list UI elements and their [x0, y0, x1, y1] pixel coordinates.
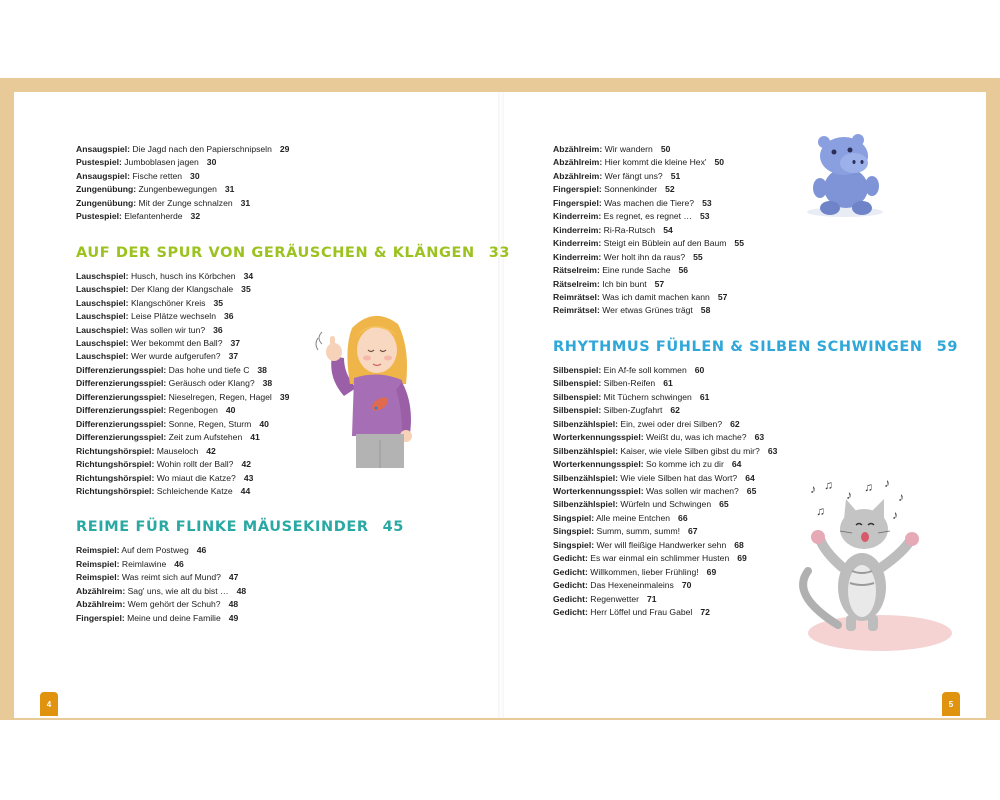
entry-title: Wem gehört der Schuh? — [127, 599, 221, 610]
entry-title: Was sollen wir tun? — [130, 324, 206, 335]
entry-page: 36 — [223, 311, 234, 322]
toc-entry — [76, 283, 476, 296]
entry-kind: Differenzierungsspiel: — [76, 378, 167, 389]
entry-page: 68 — [734, 539, 744, 550]
entry-title: Hier kommt die kleine Hex' — [604, 157, 707, 168]
entry-page: 30 — [190, 170, 200, 181]
entry-kind: Differenzierungsspiel: — [76, 364, 167, 375]
entry-page: 34 — [243, 270, 254, 281]
toc-entry — [553, 183, 953, 196]
entry-kind: Abzählreim: — [76, 599, 126, 610]
toc-entry — [553, 170, 953, 183]
entry-title: Was machen die Tiere? — [604, 197, 695, 208]
entry-page: 64 — [731, 459, 742, 470]
entry-kind: Silbenzählspiel: — [553, 418, 618, 429]
toc-entry — [553, 291, 953, 304]
entry-kind: Rätselreim: — [553, 265, 600, 276]
section-title: REIME FÜR FLINKE MÄUSEKINDER — [76, 519, 369, 536]
entry-page: 63 — [767, 445, 778, 456]
toc-entry — [553, 431, 953, 444]
entry-page: 50 — [660, 144, 671, 154]
toc-entry — [553, 264, 953, 277]
entry-title: Auf dem Postweg — [121, 545, 189, 556]
entry-page: 35 — [241, 284, 251, 295]
entry-title: Ein Af-fe soll kommen — [603, 364, 687, 375]
entry-page: 64 — [745, 472, 755, 483]
entry-page: 62 — [670, 405, 680, 416]
entry-page: 58 — [700, 305, 711, 316]
entry-title: Es war einmal ein schlimmer Husten — [590, 553, 730, 564]
entry-title: Klangschöner Kreis — [130, 297, 206, 308]
entry-kind: Richtungshörspiel: — [76, 485, 155, 496]
entry-kind: Richtungshörspiel: — [76, 445, 155, 456]
entry-kind: Reimspiel: — [76, 572, 120, 583]
entry-kind: Reimspiel: — [76, 558, 120, 569]
entry-title: Eine runde Sache — [602, 265, 671, 276]
toc-entry — [76, 183, 476, 196]
svg-text:♫: ♫ — [824, 478, 833, 492]
entry-page: 37 — [228, 351, 239, 362]
entry-title: Herr Löffel und Frau Gabel — [590, 607, 693, 618]
entry-kind: Richtungshörspiel: — [76, 459, 155, 470]
svg-text:♪: ♪ — [810, 482, 816, 496]
toc-entry — [76, 472, 476, 485]
entry-title: Sag' uns, wie alt du bist … — [127, 585, 229, 596]
entry-kind: Differenzierungsspiel: — [76, 391, 167, 402]
entry-page: 62 — [730, 418, 740, 429]
entry-title: Das hohe und tiefe C — [168, 364, 250, 375]
toc-entry — [76, 544, 476, 557]
entry-title: Regenwetter — [590, 593, 639, 604]
entry-title: Wohin rollt der Ball? — [156, 459, 234, 470]
entry-page: 60 — [694, 364, 705, 375]
svg-text:♪: ♪ — [846, 488, 852, 502]
entry-kind: Gedicht: — [553, 580, 588, 591]
section-heading — [553, 338, 959, 356]
toc-entry — [553, 237, 953, 250]
entry-title: Wir wandern — [604, 144, 653, 154]
entry-title: Willkommen, lieber Frühling! — [590, 566, 699, 577]
entry-page: 39 — [279, 391, 290, 402]
entry-title: Wo miaut die Katze? — [156, 472, 236, 483]
entry-title: So komme ich zu dir — [645, 459, 724, 470]
entry-title: Ein, zwei oder drei Silben? — [620, 418, 723, 429]
entry-title: Regenbogen — [168, 405, 218, 416]
entry-title: Was reimt sich auf Mund? — [121, 572, 221, 583]
toc-entry — [553, 197, 953, 210]
toc-entry — [76, 485, 476, 498]
section-page: 45 — [382, 519, 404, 536]
entry-page: 71 — [646, 593, 657, 604]
entry-kind: Gedicht: — [553, 553, 588, 564]
entry-kind: Silbenspiel: — [553, 391, 602, 402]
entry-page: 65 — [746, 485, 757, 496]
entry-page: 51 — [670, 170, 681, 181]
entry-title: Wer wurde aufgerufen? — [130, 351, 221, 362]
entry-kind: Gedicht: — [553, 566, 588, 577]
toc-entry — [76, 270, 476, 283]
toc-entry — [553, 418, 953, 431]
entry-title: Elefantenherde — [124, 211, 183, 222]
entry-page: 69 — [737, 553, 747, 564]
entry-kind: Differenzierungsspiel: — [76, 405, 167, 416]
entry-page: 31 — [224, 184, 235, 195]
entry-kind: Lauschspiel: — [76, 337, 129, 348]
entry-page: 57 — [654, 278, 665, 289]
svg-text:♪: ♪ — [892, 508, 898, 522]
entry-page: 42 — [241, 459, 252, 470]
entry-title: Der Klang der Klangschale — [130, 284, 234, 295]
entry-kind: Fingerspiel: — [76, 612, 125, 623]
entry-kind: Kinderreim: — [553, 211, 602, 222]
entry-kind: Abzählreim: — [553, 170, 603, 181]
entry-kind: Kinderreim: — [553, 238, 602, 249]
toc-entry — [553, 210, 953, 223]
entry-title: Meine und deine Familie — [127, 612, 221, 623]
section-heading — [76, 518, 476, 536]
entry-kind: Pustespiel: — [76, 211, 122, 222]
entry-page: 52 — [665, 184, 675, 195]
entry-kind: Silbenspiel: — [553, 378, 602, 389]
toc-entry — [553, 404, 953, 417]
entry-page: 50 — [714, 157, 725, 168]
toc-entry — [76, 558, 476, 571]
entry-page: 41 — [250, 432, 260, 443]
entry-kind: Reimrätsel: — [553, 291, 600, 302]
entry-title: Fische retten — [132, 170, 183, 181]
section-page: 59 — [936, 338, 959, 355]
entry-page: 48 — [228, 599, 239, 610]
entry-kind: Kinderreim: — [553, 224, 602, 235]
entry-title: Wer fängt uns? — [604, 170, 663, 181]
svg-text:♫: ♫ — [816, 504, 825, 518]
entry-kind: Zungenübung: — [76, 184, 137, 195]
entry-kind: Abzählreim: — [76, 585, 126, 596]
entry-kind: Silbenzählspiel: — [553, 472, 618, 483]
toc-entry — [76, 156, 476, 169]
entry-page: 66 — [678, 512, 688, 523]
entry-title: Leise Plätze wechseln — [130, 311, 216, 322]
entry-title: Das Hexeneinmaleins — [590, 580, 674, 591]
toc-entry — [76, 210, 476, 223]
svg-text:♪: ♪ — [884, 476, 890, 490]
entry-page: 69 — [706, 566, 717, 577]
entry-kind: Gedicht: — [553, 593, 588, 604]
page-number-right: 5 — [942, 692, 960, 716]
entry-page: 36 — [213, 324, 223, 335]
entry-kind: Worterkennungsspiel: — [553, 432, 644, 443]
entry-page: 43 — [243, 472, 254, 483]
entry-kind: Reimspiel: — [76, 545, 120, 556]
entry-page: 48 — [236, 585, 247, 596]
toc-entry — [76, 612, 476, 625]
toc-entry — [553, 278, 953, 291]
entry-kind: Worterkennungsspiel: — [553, 485, 644, 496]
entry-page: 54 — [663, 224, 673, 235]
entry-kind: Worterkennungsspiel: — [553, 459, 644, 470]
entry-title: Zeit zum Aufstehen — [168, 432, 243, 443]
toc-entry — [76, 197, 476, 210]
entry-page: 61 — [663, 378, 673, 389]
entry-page: 63 — [754, 432, 765, 443]
entry-title: Wie viele Silben hat das Wort? — [620, 472, 738, 483]
entry-kind: Lauschspiel: — [76, 351, 129, 362]
entry-kind: Differenzierungsspiel: — [76, 432, 167, 443]
entry-title: Wer bekommt den Ball? — [130, 337, 223, 348]
entry-page: 56 — [678, 265, 689, 276]
entry-title: Silben-Zugfahrt — [603, 405, 663, 416]
entry-title: Sonne, Regen, Sturm — [168, 418, 252, 429]
entry-page: 49 — [228, 612, 239, 623]
entry-title: Silben-Reifen — [603, 378, 656, 389]
entry-kind: Silbenzählspiel: — [553, 499, 618, 510]
entry-kind: Differenzierungsspiel: — [76, 418, 167, 429]
entry-title: Kaiser, wie viele Silben gibst du mir? — [620, 445, 760, 456]
entry-page: 42 — [206, 445, 216, 456]
entry-page: 53 — [700, 211, 710, 222]
entry-kind: Pustespiel: — [76, 157, 122, 168]
book-gutter — [498, 92, 504, 718]
entry-page: 37 — [230, 337, 241, 348]
entry-page: 55 — [693, 251, 703, 262]
entry-page: 61 — [699, 391, 710, 402]
entry-kind: Reimrätsel: — [553, 305, 600, 316]
toc-entry — [553, 364, 953, 377]
entry-kind: Lauschspiel: — [76, 284, 129, 295]
entry-page: 46 — [196, 545, 207, 556]
entry-page: 47 — [228, 572, 239, 583]
entry-kind: Richtungshörspiel: — [76, 472, 155, 483]
entry-kind: Silbenspiel: — [553, 364, 602, 375]
entry-kind: Singspiel: — [553, 539, 595, 550]
entry-title: Steigt ein Büblein auf den Baum — [603, 238, 727, 249]
entry-title: Jumboblasen jagen — [124, 157, 199, 168]
entry-kind: Ansaugspiel: — [76, 170, 130, 181]
entry-kind: Rätselreim: — [553, 278, 600, 289]
toc-entry — [76, 571, 476, 584]
entry-title: Reimlawine — [121, 558, 167, 569]
entry-title: Ich bin bunt — [602, 278, 647, 289]
entry-page: 67 — [688, 526, 698, 537]
entry-page: 40 — [259, 418, 269, 429]
toc-entry — [76, 598, 476, 611]
section-page: 33 — [488, 244, 511, 261]
entry-kind: Zungenübung: — [76, 197, 137, 208]
entry-page: 44 — [240, 485, 251, 496]
entry-kind: Gedicht: — [553, 607, 588, 618]
section-title: RHYTHMUS FÜHLEN & SILBEN SCHWINGEN — [553, 338, 923, 355]
toc-entry — [553, 304, 953, 317]
entry-page: 38 — [262, 378, 273, 389]
entry-kind: Fingerspiel: — [553, 184, 602, 195]
entry-page: 46 — [174, 558, 184, 569]
entry-page: 30 — [206, 157, 217, 168]
entry-page: 72 — [700, 607, 710, 618]
toc-entry — [553, 458, 953, 471]
entry-page: 70 — [681, 580, 692, 591]
entry-page: 32 — [190, 211, 201, 222]
entry-kind: Abzählreim: — [553, 144, 603, 154]
entry-title: Wer etwas Grünes trägt — [602, 305, 693, 316]
blue-hippo-toy-illustration — [800, 130, 890, 220]
entry-page: 35 — [213, 297, 224, 308]
entry-kind: Singspiel: — [553, 512, 595, 523]
entry-title: Schleichende Katze — [156, 485, 233, 496]
svg-text:♫: ♫ — [864, 480, 873, 494]
entry-title: Zungenbewegungen — [138, 184, 217, 195]
entry-kind: Singspiel: — [553, 526, 595, 537]
entry-title: Ri-Ra-Rutsch — [603, 224, 656, 235]
entry-title: Weißt du, was ich mache? — [645, 432, 747, 443]
entry-kind: Abzählreim: — [553, 157, 603, 168]
girl-pointing-illustration — [310, 308, 440, 468]
toc-entry — [553, 377, 953, 390]
entry-title: Was sollen wir machen? — [645, 485, 739, 496]
toc-entry — [553, 251, 953, 264]
entry-title: Was ich damit machen kann — [602, 291, 710, 302]
entry-kind: Lauschspiel: — [76, 270, 129, 281]
entry-page: 57 — [717, 291, 728, 302]
entry-title: Husch, husch ins Körbchen — [130, 270, 236, 281]
entry-title: Wer will fleißige Handwerker sehn — [596, 539, 727, 550]
entry-title: Sonnenkinder — [604, 184, 658, 195]
toc-entry — [553, 156, 953, 169]
toc-entry — [76, 170, 476, 183]
toc-entry — [76, 585, 476, 598]
entry-title: Es regnet, es regnet … — [603, 211, 692, 222]
entry-page: 55 — [734, 238, 744, 249]
toc-entry — [76, 143, 476, 156]
section-heading — [76, 244, 511, 262]
entry-title: Alle meine Entchen — [596, 512, 671, 523]
entry-title: Die Jagd nach den Papierschnipseln — [132, 144, 272, 154]
page-number-left: 4 — [40, 692, 58, 716]
entry-kind: Kinderreim: — [553, 251, 602, 262]
entry-title: Summ, summ, summ! — [596, 526, 681, 537]
entry-title: Geräusch oder Klang? — [168, 378, 255, 389]
entry-title: Mit Tüchern schwingen — [603, 391, 692, 402]
entry-title: Mauseloch — [156, 445, 199, 456]
toc-entry — [553, 391, 953, 404]
entry-kind: Silbenspiel: — [553, 405, 602, 416]
entry-page: 38 — [257, 364, 267, 375]
entry-page: 53 — [702, 197, 712, 208]
entry-page: 31 — [240, 197, 251, 208]
section-title: AUF DER SPUR VON GERÄUSCHEN & KLÄNGEN — [76, 244, 475, 261]
toc-entry — [553, 224, 953, 237]
entry-title: Würfeln und Schwingen — [620, 499, 712, 510]
entry-kind: Lauschspiel: — [76, 311, 129, 322]
entry-page: 29 — [279, 144, 290, 154]
svg-text:♪: ♪ — [898, 490, 904, 504]
toc-entry — [553, 143, 953, 156]
entry-page: 65 — [719, 499, 729, 510]
entry-title: Mit der Zunge schnalzen — [138, 197, 233, 208]
entry-title: Wer holt ihn da raus? — [603, 251, 686, 262]
entry-kind: Silbenzählspiel: — [553, 445, 618, 456]
toc-entry — [553, 445, 953, 458]
entry-page: 40 — [225, 405, 236, 416]
singing-cat-illustration — [780, 475, 960, 655]
entry-kind: Lauschspiel: — [76, 324, 129, 335]
entry-title: Nieselregen, Regen, Hagel — [168, 391, 272, 402]
entry-kind: Ansaugspiel: — [76, 144, 130, 154]
entry-kind: Fingerspiel: — [553, 197, 602, 208]
entry-kind: Lauschspiel: — [76, 297, 129, 308]
